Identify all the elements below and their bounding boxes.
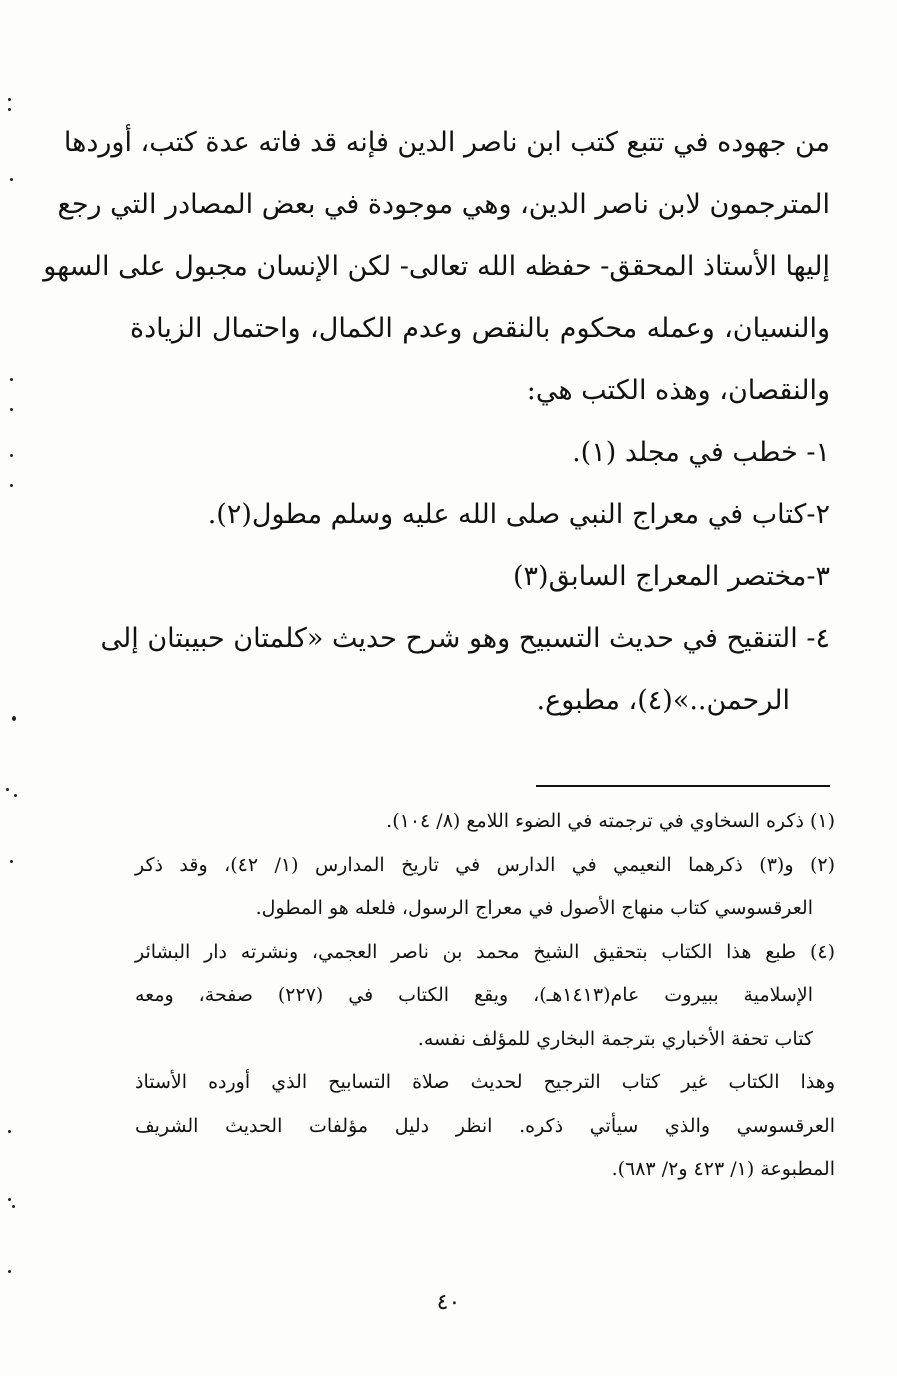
body-line-1: من جهوده في تتبع كتب ابن ناصر الدين فإنه قد فاته عدة كتب، أوردها (63, 127, 830, 158)
footnote-4-line-6: المطبوعة (١/ ٤٢٣ و٢/ ٦٨٣). (611, 1158, 835, 1180)
footnote-4-line-4: وهذا الكتاب غير كتاب الترجيح لحديث صلاة التسابيح الذي أورده الأستاذ (135, 1071, 835, 1093)
footnote-2-continued: العرقسوسي كتاب منهاج الأصول في معراج الرسول، فلعله هو المطول. (255, 897, 813, 919)
footnote-4-line-5: العرقسوسي والذي سيأتي ذكره. انظر دليل مؤلفات الحديث الشريف (135, 1114, 835, 1137)
scan-speck (8, 1130, 11, 1133)
scan-speck (8, 108, 11, 111)
footnote-2: (٢) و(٣) ذكرهما النعيمي في الدارس في تاريخ المدارس (١/ ٤٢)، وقد ذكر (135, 853, 835, 876)
page-number: ٤٠ (436, 1290, 461, 1315)
scan-speck (10, 484, 13, 487)
scan-speck (10, 408, 13, 411)
scan-speck (6, 788, 9, 791)
body-line-5: والنقصان، وهذه الكتب هي: (526, 375, 830, 406)
body-line-3: إليها الأستاذ المحقق- حفظه الله تعالى- لكن الإنسان مجبول على السهو (43, 251, 830, 282)
footnote-divider (536, 785, 830, 787)
scan-speck (10, 860, 13, 863)
footnote-1: (١) ذكره السخاوي في ترجمته في الضوء اللامع (٨/ ١٠٤). (386, 810, 835, 832)
scan-speck (12, 1205, 15, 1208)
scan-speck (14, 794, 17, 797)
scan-speck (8, 1270, 11, 1273)
scan-speck (10, 454, 13, 457)
scan-speck (10, 178, 13, 181)
body-line-2: المترجمون لابن ناصر الدين، وهي موجودة في بعض المصادر التي رجع (57, 189, 830, 220)
footnote-4: (٤) طبع هذا الكتاب بتحقيق الشيخ محمد بن ناصر العجمي، ونشرته دار البشائر (135, 940, 835, 963)
body-line-4: والنسيان، وعمله محكوم بالنقص وعدم الكمال، واحتمال الزيادة (130, 313, 830, 344)
list-item-3: ٣-مختصر المعراج السابق(٣) (512, 561, 830, 592)
list-item-1: ١- خطب في مجلد (١). (572, 437, 830, 468)
scan-speck (12, 716, 16, 721)
footnote-4-line-2: الإسلامية ببيروت عام(١٤١٣هـ)، ويقع الكتاب في (٢٢٧) صفحة، ومعه (135, 984, 813, 1006)
main-text (43, 112, 830, 732)
list-item-2: ٢-كتاب في معراج النبي صلى الله عليه وسلم مطول(٢). (207, 499, 830, 530)
footnote-4-line-3: كتاب تحفة الأخباري بترجمة البخاري للمؤلف نفسه. (417, 1027, 813, 1050)
footnotes (135, 800, 835, 1192)
scan-speck (10, 378, 13, 381)
list-item-4-continued: الرحمن..»(٤)، مطبوع. (536, 685, 790, 716)
scan-speck (8, 98, 11, 101)
scan-speck (8, 1198, 11, 1201)
list-item-4: ٤- التنقيح في حديث التسبيح وهو شرح حديث «كلمتان حبيبتان إلى (100, 623, 830, 654)
